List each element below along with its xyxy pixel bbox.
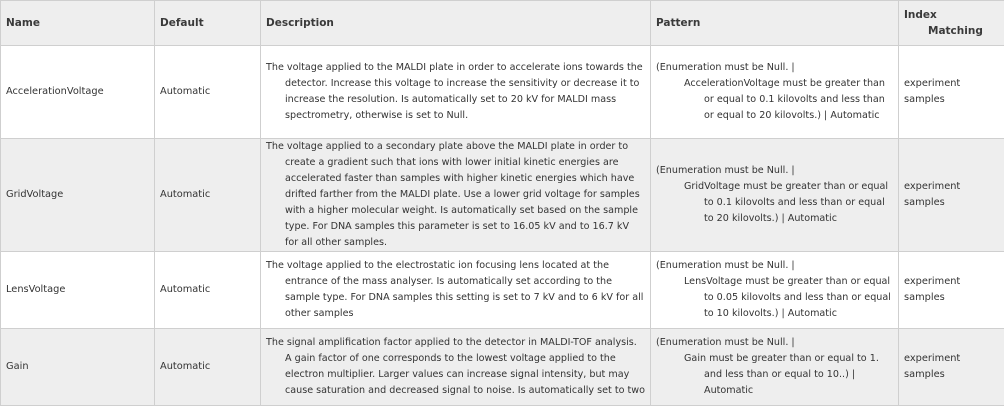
table-row (1, 46, 1004, 139)
header-index-matching-line2: Matching (904, 23, 1001, 39)
pattern-enumeration: (Enumeration must be Null. | (656, 60, 893, 76)
header-pattern: Pattern (651, 1, 899, 46)
header-index-matching (899, 1, 1004, 46)
option-description (261, 252, 651, 329)
option-pattern (651, 139, 899, 252)
option-description (261, 46, 651, 139)
option-default: Automatic (155, 46, 261, 139)
description-text: The voltage applied to a secondary plate above the MALDI plate in order to create a gradient such that ions with lower initial kinetic energies are accelerated faster than samples with higher kinetic energies which have drifted farther from the MALDI plate. Use a lower grid voltage for samples with a higher molecular weight. Is automatically set based on the sample type. For DNA samples this parameter is set to 16.05 kV and to 16.7 kV for all other samples. (266, 139, 645, 251)
pattern-range: LensVoltage must be greater than or equal to 0.05 kilovolts and less than or equal to 10 kilovolts.) | Automatic (656, 274, 893, 322)
description-text: The voltage applied to the electrostatic ion focusing lens located at the entrance of the mass analyser. Is automatically set according to the sample type. For DNA samples this setting is set to 7 kV and to 6 kV for all other samples (266, 258, 645, 322)
option-index-matching: experiment samples (899, 329, 1004, 406)
option-pattern (651, 46, 899, 139)
option-description (261, 329, 651, 406)
pattern-enumeration: (Enumeration must be Null. | (656, 335, 893, 351)
table-row (1, 329, 1004, 406)
description-text: The voltage applied to the MALDI plate in order to accelerate ions towards the detector. Increase this voltage to increase the sensitivity or decrease it to increase the resolution. Is automatically set to 20 kV for MALDI mass spectrometry, otherwise is set to Null. (266, 60, 645, 124)
table-header-row (1, 1, 1004, 46)
header-name: Name (1, 1, 155, 46)
option-index-matching: experiment samples (899, 46, 1004, 139)
option-default: Automatic (155, 139, 261, 252)
header-default: Default (155, 1, 261, 46)
option-default: Automatic (155, 329, 261, 406)
pattern-range: AccelerationVoltage must be greater than or equal to 0.1 kilovolts and less than or equal to 20 kilovolts.) | Automatic (656, 76, 893, 124)
option-name: AccelerationVoltage (1, 46, 155, 139)
pattern-range: Gain must be greater than or equal to 1. and less than or equal to 10..) | Automatic (656, 351, 893, 399)
table-row (1, 252, 1004, 329)
option-index-matching: experiment samples (899, 139, 1004, 252)
pattern-enumeration: (Enumeration must be Null. | (656, 258, 893, 274)
description-text: The signal amplification factor applied to the detector in MALDI-TOF analysis. A gain factor of one corresponds to the lowest voltage applied to the electron multiplier. Larger values can increase signal intensity, but may cause saturation and decreased signal to noise. Is automatically set to two (266, 335, 645, 399)
table-row (1, 139, 1004, 252)
option-pattern (651, 252, 899, 329)
option-default: Automatic (155, 252, 261, 329)
pattern-enumeration: (Enumeration must be Null. | (656, 163, 893, 179)
option-description (261, 139, 651, 252)
option-name: Gain (1, 329, 155, 406)
option-pattern (651, 329, 899, 406)
option-name: GridVoltage (1, 139, 155, 252)
option-index-matching: experiment samples (899, 252, 1004, 329)
header-index-matching-line1: Index (904, 9, 937, 21)
pattern-range: GridVoltage must be greater than or equal to 0.1 kilovolts and less than or equal to 20 kilovolts.) | Automatic (656, 179, 893, 227)
header-description: Description (261, 1, 651, 46)
option-name: LensVoltage (1, 252, 155, 329)
